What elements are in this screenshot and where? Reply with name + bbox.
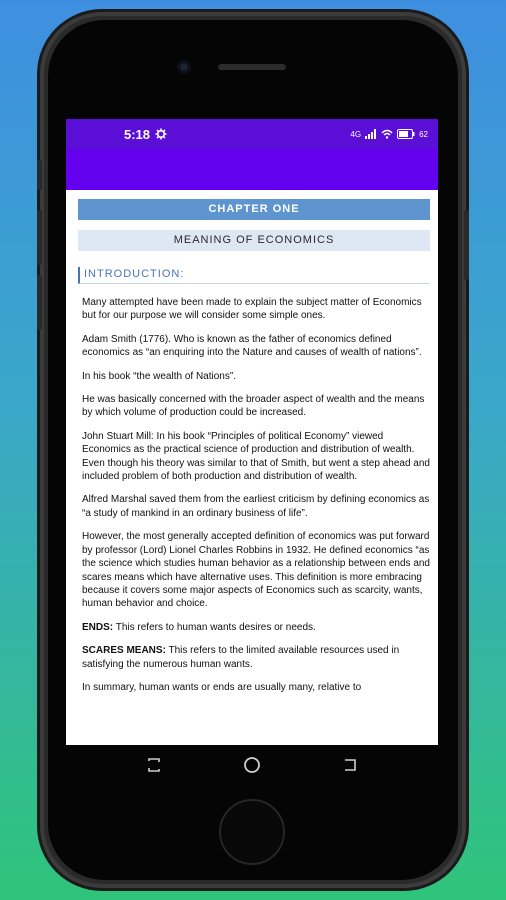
paragraph: Alfred Marshal saved them from the earliest criticism by defining economics as “a study of mankind in an ordinary business of life”. xyxy=(82,494,430,519)
ends-text: This refers to human wants desires or needs. xyxy=(113,621,316,633)
paragraph: In his book “the wealth of Nations”. xyxy=(82,370,236,382)
scares-means-text: This refers to the limited available resources used in satisfying the numerous human wants. xyxy=(82,645,400,670)
volume-down-button xyxy=(37,275,42,330)
app-bar xyxy=(66,149,438,190)
paragraph: However, the most generally accepted definition of economics was put forward by professor (Lord) Lionel Charles Robbins in 1932. He defined economics “as the science which studies human behavior as a relationship between ends and scares means which have alternative uses. This definition is more embracing because it covers some major aspects of Economics such as scarcity, wants, human behavior and choice. xyxy=(82,531,430,610)
network-type-label: 4G xyxy=(350,129,362,139)
battery-level-label: 62 xyxy=(419,129,428,139)
paragraph: In summary, human wants or ends are usually many, relative to xyxy=(82,681,362,693)
ends-definition xyxy=(78,621,430,634)
intro-heading: INTRODUCTION: xyxy=(78,267,430,284)
chapter-title: CHAPTER ONE xyxy=(78,199,430,220)
wifi-icon xyxy=(381,129,393,139)
scares-means-term: SCARES MEANS: xyxy=(82,645,166,657)
section-title: MEANING OF ECONOMICS xyxy=(78,230,430,251)
front-camera xyxy=(177,60,191,74)
phone-screen xyxy=(66,119,438,745)
paragraph: Adam Smith (1776). Who is known as the father of economics defined economics as “an enquiring into the Nature and causes of wealth of nations”. xyxy=(82,333,422,359)
battery-icon xyxy=(397,129,415,139)
back-icon[interactable] xyxy=(341,756,359,774)
home-icon[interactable] xyxy=(242,755,262,775)
recent-apps-icon[interactable] xyxy=(145,756,163,774)
power-button xyxy=(464,210,469,280)
signal-icon xyxy=(365,129,377,139)
ends-term: ENDS: xyxy=(82,621,114,633)
navigation-bar xyxy=(66,745,438,785)
scares-means-definition xyxy=(78,644,430,671)
paragraph: He was basically concerned with the broader aspect of wealth and the means by which volume of production could be increased. xyxy=(82,394,425,419)
status-bar xyxy=(66,119,438,149)
settings-icon xyxy=(155,128,167,140)
article-content xyxy=(66,190,438,694)
volume-up-button xyxy=(37,210,42,265)
paragraph: John Stuart Mill: In his book “Principles of political Economy” viewed Economics as the practical science of production and distribution of wealth. Even though his theory was similar to that of Smith, but went a step ahead and included problem of both production and distribution of wealth. xyxy=(82,430,430,483)
paragraph: Many attempted have been made to explain the subject matter of Economics but for our purpose we will consider some simple ones. xyxy=(82,297,422,322)
home-button[interactable] xyxy=(219,799,285,865)
mute-switch xyxy=(37,160,42,190)
status-time: 5:18 xyxy=(124,126,151,142)
earpiece-speaker xyxy=(218,64,286,70)
